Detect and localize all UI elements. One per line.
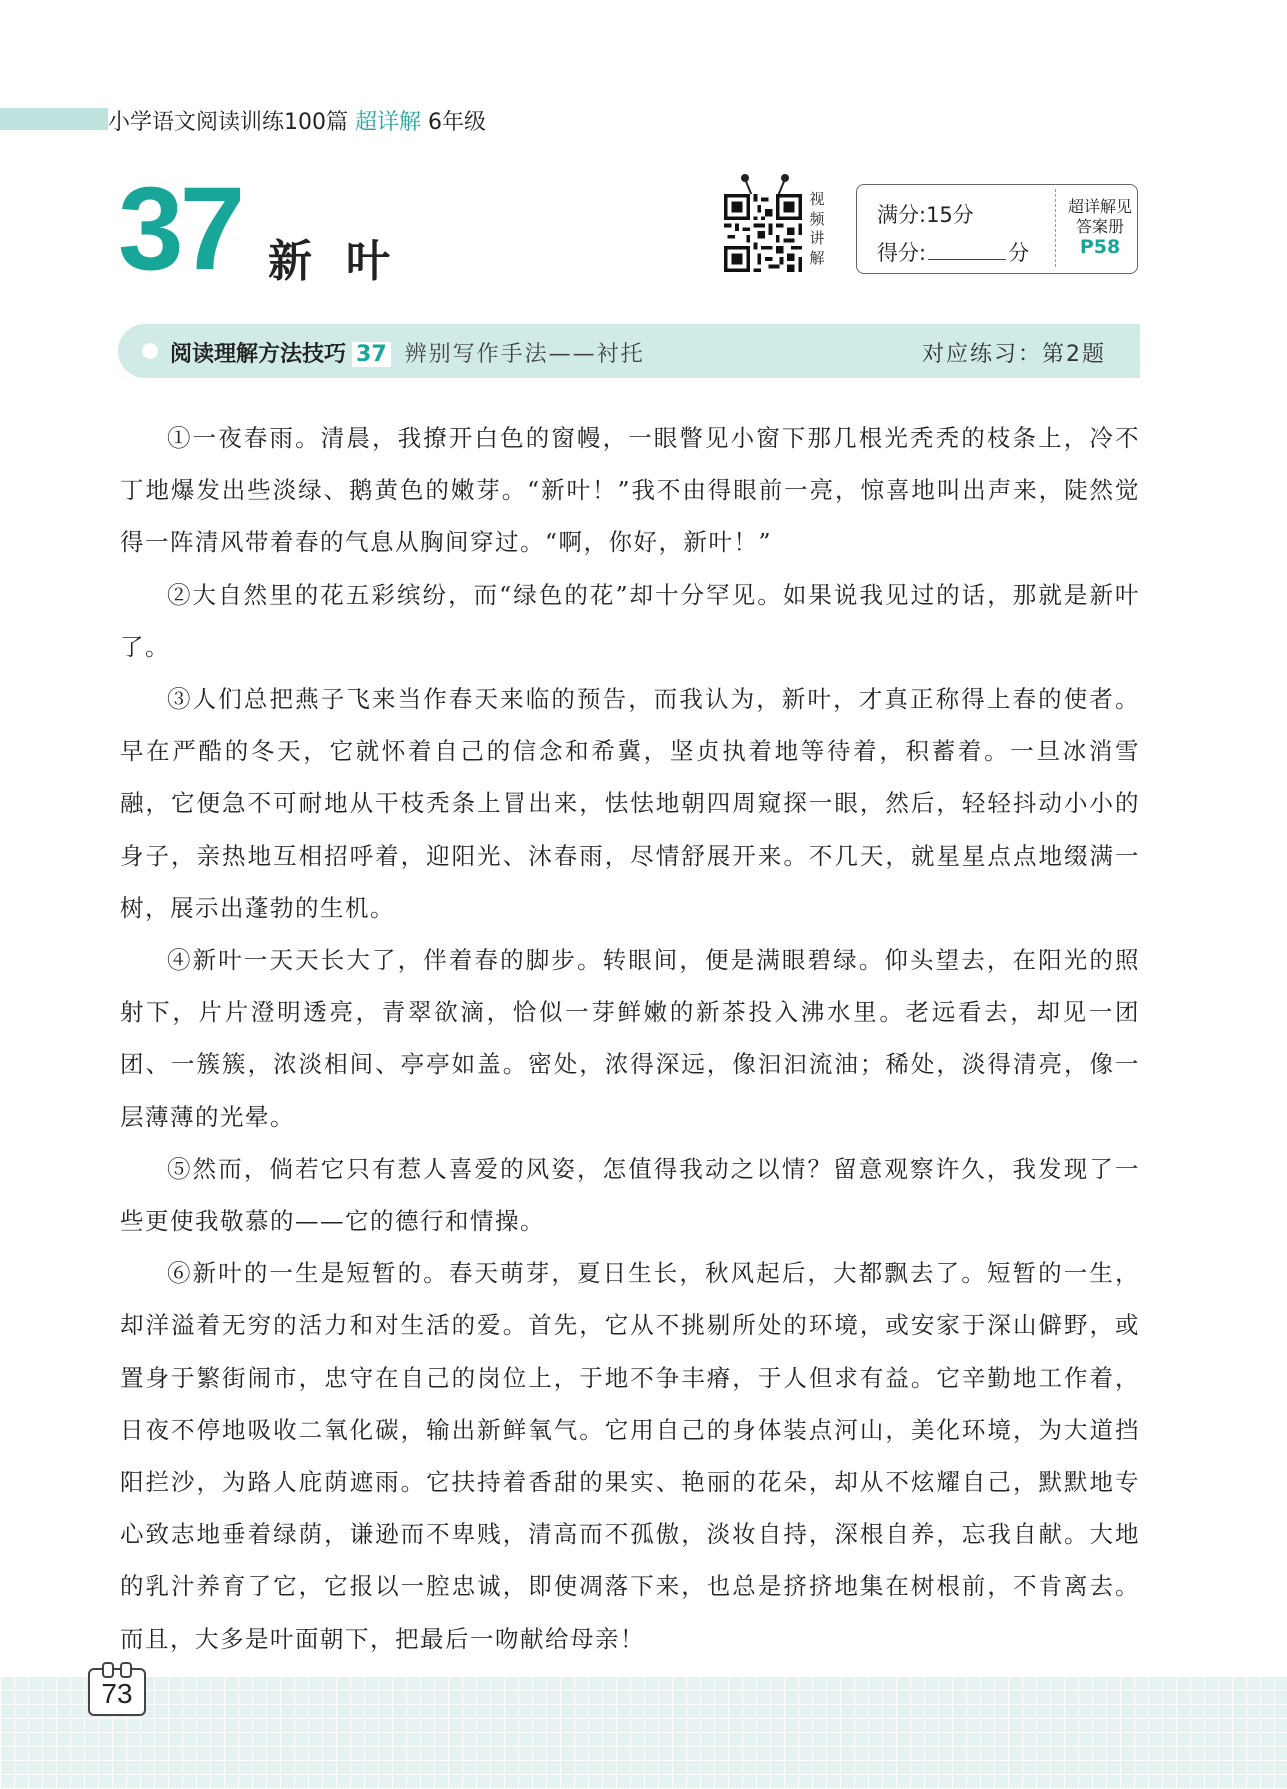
method-label: 阅读理解方法技巧	[170, 342, 347, 367]
paragraph: ②大自然里的花五彩缤纷，而“绿色的花”却十分罕见。如果说我见过的话，那就是新叶了。	[120, 580, 1140, 661]
paragraph: ④新叶一天天长大了，伴着春的脚步。转眼间，便是满眼碧绿。仰头望去，在阳光的照射下，片片澄明透亮，青翠欲滴，恰似一芽鲜嫩的新茶投入沸水里。老远看去，却见一团团、一簇簇，浓淡相间、亭亭如盖。密处，浓得深远，像汩汩流油；稀处，淡得清亮，像一层薄薄的光晕。	[120, 946, 1140, 1131]
article-body	[120, 412, 1140, 1665]
answer-page: P58	[1079, 236, 1121, 258]
paragraph: ①一夜春雨。清晨，我撩开白色的窗幔，一眼瞥见小窗下那几根光秃秃的枝条上，冷不丁地爆发出些淡绿、鹅黄色的嫩芽。“新叶！”我不由得眼前一亮，惊喜地叫出声来，陡然觉得一阵清风带着春的气息从胸间穿过。“啊，你好，新叶！”	[120, 424, 1140, 557]
method-tip-bar	[118, 324, 1140, 378]
book-grade: 6年级	[428, 110, 487, 135]
header-accent-bar	[0, 108, 108, 130]
qr-label: 视 频 讲 解	[809, 190, 825, 267]
score-blank-field[interactable]	[928, 241, 1006, 260]
bullet-dot-icon	[142, 343, 158, 359]
score-box	[856, 184, 1138, 274]
full-score: 满分:15分	[877, 203, 974, 227]
score-divider	[1055, 189, 1056, 267]
paragraph: ⑤然而，倘若它只有惹人喜爱的风姿，怎值得我动之以情？留意观察许久，我发现了一些更使我敬慕的——它的德行和情操。	[120, 1154, 1140, 1236]
book-series: 小学语文阅读训练100篇	[108, 110, 348, 135]
page-number: 73	[88, 1668, 146, 1716]
paragraph: ③人们总把燕子飞来当作春天来临的预告，而我认为，新叶，才真正称得上春的使者。早在严酷的冬天，它就怀着自己的信念和希冀，坚贞执着地等待着，积蓄着。一旦冰消雪融，它便急不可耐地从干枝秃条上冒出来，怯怯地朝四周窥探一眼，然后，轻轻抖动小小的身子，亲热地互相招呼着，迎阳光、沐春雨，尽情舒展开来。不几天，就星星点点地缀满一树，展示出蓬勃的生机。	[120, 685, 1140, 922]
score-unit: 分	[1008, 241, 1030, 265]
paragraph: ⑥新叶的一生是短暂的。春天萌芽，夏日生长，秋风起后，大都飘去了。短暂的一生，却洋溢着无穷的活力和对生活的爱。首先，它从不挑剔所处的环境，或安家于深山僻野，或置身于繁街闹市，忠守在自己的岗位上，于地不争丰瘠，于人但求有益。它辛勤地工作着，日夜不停地吸收二氧化碳，输出新鲜氧气。它用自己的身体装点河山，美化环境，为大道挡阳拦沙，为路人庇荫遮雨。它扶持着香甜的果实、艳丽的花朵，却从不炫耀自己，默默地专心致志地垂着绿荫，谦逊而不卑贱，清高而不孤傲，淡妆自持，深根自养，忘我自献。大地的乳汁养育了它，它报以一腔忠诚，即使凋落下来，也总是挤挤地集在树根前，不肯离去。而且，大多是叶面朝下，把最后一吻献给母亲！	[120, 1259, 1140, 1653]
method-tip	[170, 337, 645, 368]
lesson-title: 新叶	[268, 236, 424, 287]
score-entry	[877, 237, 1029, 267]
answer-reference: 超详解见 答案册 P58	[1061, 185, 1139, 273]
method-topic: 辨别写作手法——衬托	[404, 342, 645, 367]
score-label: 得分:	[877, 241, 927, 265]
book-brand: 超详解	[355, 110, 422, 135]
qr-code-icon[interactable]	[724, 194, 802, 272]
footer-grid-band	[0, 1676, 1287, 1789]
method-number: 37	[352, 342, 391, 367]
method-exercise: 对应练习：第2题	[922, 342, 1106, 367]
lesson-number: 37	[118, 163, 242, 295]
book-header	[108, 105, 486, 136]
